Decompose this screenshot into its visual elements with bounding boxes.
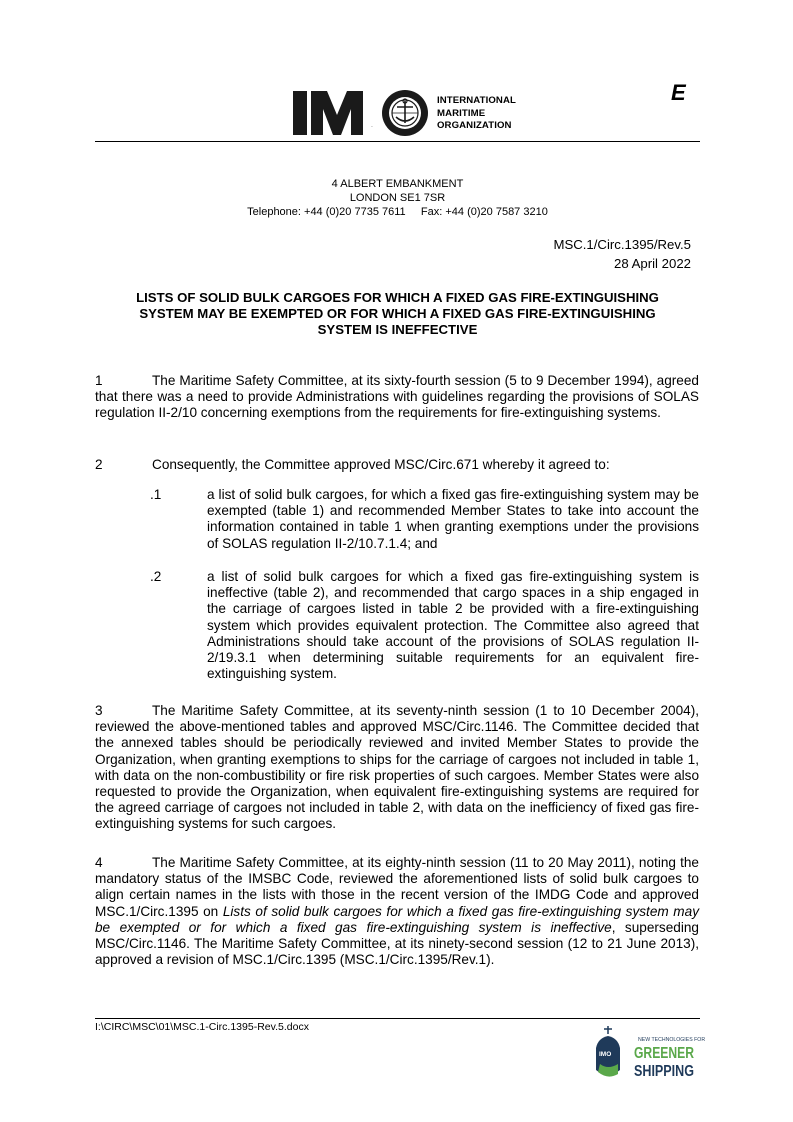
paragraph-1 (95, 373, 699, 422)
list-item-text: a list of solid bulk cargoes, for which a fixed gas fire-extinguishing system may be exempted (table 1) and recommended Member States to take into account the information contained in table 1 when granting exemptions under the provisions of SOLAS regulation II-2/10.7.1.4; and (207, 487, 699, 551)
paragraph-number: 3 (95, 703, 103, 718)
footer-divider (95, 1018, 700, 1019)
green-logo-badge: IMO (599, 1051, 612, 1058)
paragraph-number: 2 (95, 457, 103, 472)
green-logo-greener: GREENER (634, 1045, 695, 1062)
paragraph-2 (95, 457, 699, 473)
org-line: INTERNATIONAL (437, 95, 516, 106)
imo-logo-text: IMO (371, 127, 373, 128)
org-line: ORGANIZATION (437, 120, 512, 131)
list-item-1 (150, 487, 699, 552)
list-item-text: a list of solid bulk cargoes for which a fixed gas fire-extinguishing system is ineffective (table 2), and recommended that cargo spaces in a ship engaged in the carriage of cargoes listed in table 2 be provided with a fire-extinguishing system which provides equivalent protection. The Committee also agreed that Administrations should take account of the provisions of SOLAS regulation II-2/19.3.1 when determining suitable requirements for an equivalent fire-extinguishing system. (207, 569, 699, 682)
contact-line: Telephone: +44 (0)20 7735 7611 Fax: +44 (0)20 7587 3210 (247, 206, 548, 218)
organization-name (437, 95, 516, 133)
paragraph-text: The Maritime Safety Committee, at its seventy-ninth session (1 to 10 December 2004), reviewed the above-mentioned tables and approved MSC/Circ.1146. The Committee decided that the annexed tables should be periodically reviewed and invited Member States to provide the Organization, when granting exemptions to ships for the carriage of cargoes not included in table 1, with data on the non-combustibility or fire risk properties of such cargoes. Member States were also requested to provide the Organization, when equivalent fire-extinguishing systems are required for the agreed carriage of cargoes not included in table 2, with data on the inefficiency of fixed gas fire-extinguishing systems for such cargoes. (95, 703, 699, 832)
paragraph-3 (95, 703, 699, 833)
language-mark: E (671, 80, 686, 105)
title-line: LISTS OF SOLID BULK CARGOES FOR WHICH A FIXED GAS FIRE-EXTINGUISHING (136, 290, 659, 305)
paragraph-text: Consequently, the Committee approved MSC/Circ.671 whereby it agreed to: (152, 457, 610, 472)
circular-title-italic: Lists of solid bulk cargoes for which a fixed gas fire-extinguishing system may be exempted or for which a fixed gas fire-extinguishing system is ineffective (95, 903, 699, 935)
list-item-marker: .1 (150, 487, 162, 502)
green-logo-shipping: SHIPPING (634, 1063, 694, 1080)
green-logo-small-text: NEW TECHNOLOGIES FOR (638, 1037, 706, 1043)
list-item-marker: .2 (150, 569, 162, 584)
paragraph-text: The Maritime Safety Committee, at its eighty-ninth session (11 to 20 May 2011), noting the mandatory status of the IMSBC Code, reviewed the aforementioned lists of solid bulk cargoes to align certain names in the lists with those in the recent version of the IMDG Code and approved MSC.1/Circ.1395 on (95, 855, 699, 919)
title-line: SYSTEM IS INEFFECTIVE (317, 322, 478, 337)
org-line: MARITIME (437, 107, 486, 119)
greener-shipping-logo (594, 1024, 704, 1084)
imo-logo (293, 89, 431, 137)
paragraph-number: 1 (95, 373, 103, 388)
paragraph-text: The Maritime Safety Committee, at its sixty-fourth session (5 to 9 December 1994), agreed that there was a need to provide Administrations with guidelines regarding the provisions of SOLAS regulation II-2/10 concerning exemptions from the requirements for fire-extinguishing systems. (95, 373, 699, 421)
paragraph-number: 4 (95, 855, 103, 870)
paragraph-4 (95, 855, 699, 968)
document-title (95, 290, 700, 338)
address-line: 4 ALBERT EMBANKMENT (331, 178, 464, 190)
address-line: LONDON SE1 7SR (349, 192, 446, 204)
file-path: I:\CIRC\MSC\01\MSC.1-Circ.1395-Rev.5.docx (95, 1021, 309, 1033)
header-divider (95, 141, 700, 142)
document-date: 28 April 2022 (614, 256, 691, 271)
paragraph-text: , superseding MSC/Circ.1146. The Maritime Safety Committee, at its ninety-second session (12 to 21 June 2013), approved a revision of MSC.1/Circ.1395 (MSC.1/Circ.1395/Rev.1). (95, 919, 699, 968)
list-item-2 (150, 569, 699, 682)
document-number: MSC.1/Circ.1395/Rev.5 (553, 237, 691, 252)
title-line: SYSTEM MAY BE EXEMPTED OR FOR WHICH A FIXED GAS FIRE-EXTINGUISHING (139, 306, 656, 321)
